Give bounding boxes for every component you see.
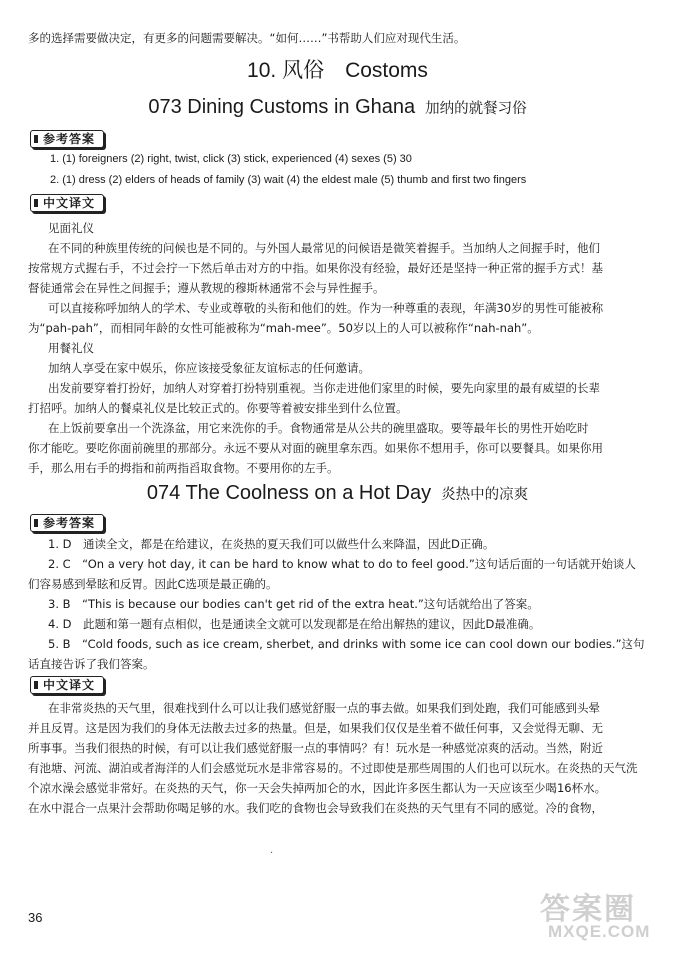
article-title-cn: 炎热中的凉爽 bbox=[441, 487, 529, 503]
text-line: 可以直接称呼加纳人的学术、专业或尊敬的头衔和他们的姓。作为一种尊重的表现，年满30岁的男性可能被称 bbox=[48, 301, 604, 315]
text-line: 并且反胃。这是因为我们的身体无法散去过多的热量。但是，如果我们仅仅是坐着不做任何事，又会觉得无聊、无 bbox=[28, 721, 603, 735]
answer-badge: 参考答案 bbox=[30, 514, 104, 532]
article-title-074 bbox=[0, 480, 675, 508]
text-line: 出发前要穿着打扮好，加纳人对穿着打扮特别重视。当你走进他们家里的时候，要先向家里的最有威望的长辈 bbox=[48, 381, 600, 395]
watermark-url: MXQE.COM bbox=[548, 922, 651, 941]
article-title-en: 074 The Coolness on a Hot Day bbox=[146, 482, 432, 504]
page-number: 36 bbox=[28, 910, 43, 925]
section-title: 10. 风俗 Costoms bbox=[247, 59, 428, 82]
text-line: 为“pah-pah”，而相同年龄的女性可能被称为“mah-mee”。50岁以上的人可以被称作“nah-nah”。 bbox=[28, 321, 539, 335]
text-line: 3. B “This is because our bodies can't get rid of the extra heat.”这句话就给出了答案。 bbox=[48, 597, 539, 611]
text-line: 按常规方式握右手，不过会拧一下然后单击对方的中指。如果你没有经验，最好还是坚持一种正常的握手方式！基 bbox=[28, 261, 603, 275]
text-line: 2. C “On a very hot day, it can be hard to know what to do to feel good.”这句话后面的一句话就开始谈人 bbox=[48, 557, 636, 571]
text-line: 5. B “Cold foods, such as ice cream, sherbet, and drinks with some ice can cool down our bodies.”这句 bbox=[48, 637, 645, 651]
text-line: 见面礼仪 bbox=[48, 221, 94, 235]
text-line: 所事事。当我们很热的时候，有可以让我们感觉舒服一点的事情吗？有！玩水是一种感觉凉爽的活动。当然，附近 bbox=[28, 741, 603, 755]
text-line: 手，那么用右手的拇指和前两指舀取食物。不要用你的左手。 bbox=[28, 461, 339, 475]
text-line: 加纳人享受在家中娱乐，你应该接受象征友谊标志的任何邀请。 bbox=[48, 361, 370, 375]
answer-line: 1. (1) foreigners (2) right, twist, click (3) stick, experienced (4) sexes (5) 30 bbox=[50, 153, 412, 165]
speck: · bbox=[270, 848, 274, 859]
translation-badge: 中文译文 bbox=[30, 194, 104, 212]
text-line: 在非常炎热的天气里，很难找到什么可以让我们感觉舒服一点的事去做。如果我们到处跑，我们可能感到头晕 bbox=[48, 701, 600, 715]
text-line: 1. D 通读全文，都是在给建议，在炎热的夏天我们可以做些什么来降温，因此D正确。 bbox=[48, 537, 495, 551]
text-line: 们容易感到晕眩和反胃。因此C选项是最正确的。 bbox=[28, 577, 278, 591]
intro-line: 多的选择需要做决定，有更多的问题需要解决。“如何……”书帮助人们应对现代生活。 bbox=[28, 31, 466, 45]
watermark-logo: 答案圈 bbox=[540, 892, 636, 927]
text-line: 在上饭前要拿出一个洗涤盆，用它来洗你的手。食物通常是从公共的碗里盛取。要等最年长的男性开始吃时 bbox=[48, 421, 589, 435]
text-line: 有池塘、河流、湖泊或者海洋的人们会感觉玩水是非常容易的。不过即使是那些周围的人们也可以玩水。在炎热的天气洗 bbox=[28, 761, 638, 775]
text-line: 在不同的种族里传统的问候也是不同的。与外国人最常见的问候语是微笑着握手。当加纳人之间握手时，他们 bbox=[48, 241, 600, 255]
text-line: 4. D 此题和第一题有点相似，也是通读全文就可以发现都是在给出解热的建议，因此D最准确。 bbox=[48, 617, 541, 631]
text-line: 在水中混合一点果汁会帮助你喝足够的水。我们吃的食物也会导致我们在炎热的天气里有不同的感觉。冷的食物， bbox=[28, 801, 603, 815]
text-line: 你才能吃。要吃你面前碗里的那部分。永远不要从对面的碗里拿东西。如果你不想用手，你可以要餐具。如果你用 bbox=[28, 441, 603, 455]
article-title-cn: 加纳的就餐习俗 bbox=[425, 101, 527, 117]
answer-badge: 参考答案 bbox=[30, 130, 104, 148]
answer-line: 2. (1) dress (2) elders of heads of family (3) wait (4) the eldest male (5) thumb and first two fingers bbox=[50, 174, 527, 186]
translation-badge: 中文译文 bbox=[30, 676, 104, 694]
text-line: 个凉水澡会感觉非常好。在炎热的天气，你一天会失掉两加仑的水，因此许多医生都认为一天应该至少喝16杯水。 bbox=[28, 781, 607, 795]
text-line: 督徒通常会在异性之间握手；遵从教规的穆斯林通常不会与异性握手。 bbox=[28, 281, 385, 295]
text-line: 话直接告诉了我们答案。 bbox=[28, 657, 155, 671]
text-line: 打招呼。加纳人的餐桌礼仪是比较正式的。你要等着被安排坐到什么位置。 bbox=[28, 401, 408, 415]
article-title-073 bbox=[0, 94, 675, 122]
text-line: 用餐礼仪 bbox=[48, 341, 94, 355]
article-title-en: 073 Dining Customs in Ghana bbox=[148, 96, 416, 118]
